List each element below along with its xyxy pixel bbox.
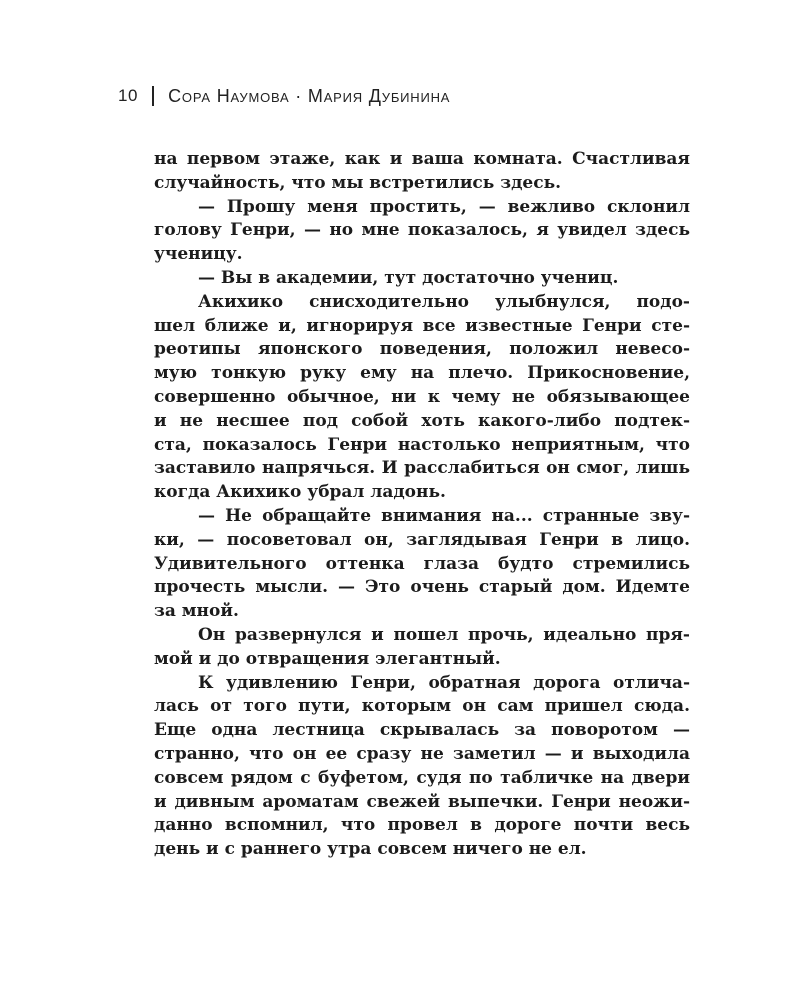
text-line: мую тонкую руку ему на плечо. Прикосновение,	[154, 363, 690, 384]
text-line: и не несшее под собой хоть какого-либо подтек-	[154, 410, 690, 431]
text-line: — Вы в академии, тут достаточно учениц.	[198, 267, 619, 288]
body-text	[154, 148, 690, 862]
text-line: реотипы японского поведения, положил невесо-	[154, 339, 690, 360]
header-divider	[152, 86, 154, 106]
text-line: данно вспомнил, что провел в дороге почти весь	[154, 815, 690, 836]
text-line: за мной.	[154, 601, 239, 622]
text-line: ученицу.	[154, 244, 243, 265]
text-line: голову Генри, — но мне показалось, я увидел здесь	[154, 220, 690, 241]
text-line: совсем рядом с буфетом, судя по табличке на двери	[154, 767, 690, 788]
text-line: шел ближе и, игнорируя все известные Генри сте-	[154, 315, 690, 336]
text-line: прочесть мысли. — Это очень старый дом. Идемте	[154, 577, 690, 598]
text-line: К удивлению Генри, обратная дорога отлича-	[198, 672, 690, 693]
running-head	[118, 84, 450, 108]
running-head-authors: Сора Наумова · Мария Дубинина	[168, 85, 451, 106]
text-line: когда Акихико убрал ладонь.	[154, 482, 446, 503]
text-line: Акихико снисходительно улыбнулся, подо-	[198, 291, 690, 312]
text-line: — Не обращайте внимания на... странные зву-	[198, 505, 690, 526]
text-line: мой и до отвращения элегантный.	[154, 648, 501, 669]
text-line: Удивительного оттенка глаза будто стремились	[154, 553, 690, 574]
text-line: и дивным ароматам свежей выпечки. Генри неожи-	[154, 791, 690, 812]
text-line: заставило напрячься. И расслабиться он смог, лишь	[154, 458, 690, 479]
text-line: ста, показалось Генри настолько неприятным, что	[154, 434, 690, 455]
text-line: совершенно обычное, ни к чему не обязывающее	[154, 386, 690, 407]
text-line: Он развернулся и пошел прочь, идеально пря-	[198, 624, 690, 645]
text-line: ки, — посоветовал он, заглядывая Генри в лицо.	[154, 529, 690, 550]
text-line: лась от того пути, которым он сам пришел сюда.	[154, 696, 690, 717]
text-line: на первом этаже, как и ваша комната. Счастливая	[154, 149, 690, 169]
text-line: день и с раннего утра совсем ничего не ел.	[154, 839, 587, 860]
text-line: странно, что он ее сразу не заметил — и выходила	[154, 743, 690, 764]
text-line: случайность, что мы встретились здесь.	[154, 172, 562, 193]
text-line: Еще одна лестница скрывалась за поворотом —	[154, 720, 690, 741]
text-line: — Прошу меня простить, — вежливо склонил	[198, 196, 690, 217]
page-number: 10	[118, 86, 139, 105]
